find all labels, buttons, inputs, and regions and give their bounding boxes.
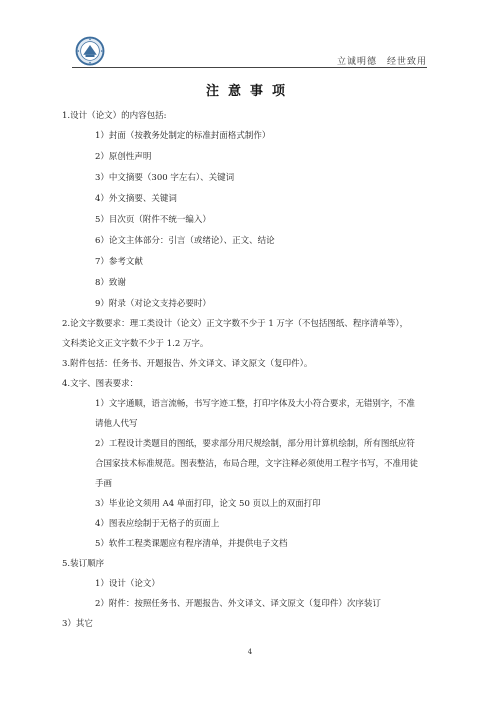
page-title: 注意事项: [205, 84, 294, 99]
list-item: 5.装订顺序: [62, 559, 105, 569]
list-item: 文科类论文正文字数不少于 1.2 万字。: [62, 339, 209, 349]
list-item: 手画: [95, 479, 113, 489]
list-item: 合国家技术标准规范。图表整洁，布局合理，文字注释必须使用工程字书写，不准用徒: [95, 459, 419, 469]
list-item: 7）参考文献: [95, 257, 143, 267]
list-item: 4）图表应绘制于无格子的页面上: [95, 519, 220, 529]
list-item: 4）外文摘要、关键词: [95, 194, 177, 204]
list-item: 1）封面（按教务处制定的标准封面格式制作）: [95, 131, 271, 141]
list-item: 请他人代写: [95, 419, 138, 429]
header-divider: [72, 67, 427, 68]
list-item: 1）设计（论文）: [95, 579, 160, 589]
list-item: 8）致谢: [95, 278, 126, 288]
list-item: 2）工程设计类题目的图纸，要求部分用尺规绘制，部分用计算机绘制，所有图纸应符: [95, 439, 415, 449]
list-item: 1）文字通顺，语言流畅，书写字迹工整，打印字体及大小符合要求，无错别字，不准: [95, 399, 415, 409]
list-item: 4.文字、图表要求：: [62, 379, 139, 389]
page-number: 4: [247, 648, 253, 656]
list-item: 6）论文主体部分：引言（或绪论）、正文、结论: [95, 236, 275, 246]
list-item: 1.设计（论文）的内容包括:: [62, 111, 167, 121]
list-item: 2）附件：按照任务书、开题报告、外文译文、译文原文（复印件）次序装订: [95, 599, 381, 609]
list-item: 2）原创性声明: [95, 152, 152, 162]
header-motto: 立诚明德 经世致用: [336, 57, 427, 67]
list-item: 5）目次页（附件不统一编入）: [95, 215, 211, 225]
list-item: 3）中文摘要（300 字左右）、关键词: [95, 173, 235, 183]
list-item: 2.论文字数要求：理工类设计（论文）正文字数不少于 1 万字（不包括图纸、程序清单等），: [62, 319, 409, 329]
list-item: 3.附件包括：任务书、开题报告、外文译文、译文原文（复印件）。: [62, 359, 313, 369]
list-item: 5）软件工程类课题应有程序清单，并提供电子文档: [95, 539, 288, 549]
list-item: 3）毕业论文须用 A4 单面打印，论文 50 页以上的双面打印: [95, 499, 321, 509]
page-header: [72, 36, 427, 68]
university-seal-icon: [75, 36, 105, 66]
list-item: 9）附录（对论文支持必要时）: [95, 299, 211, 309]
list-item: 3）其它: [62, 619, 93, 629]
